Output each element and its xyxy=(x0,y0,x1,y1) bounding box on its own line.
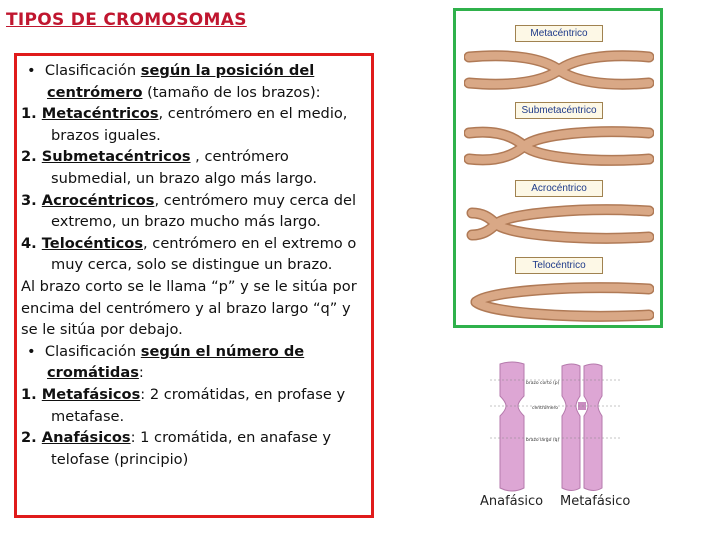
caption-metaphasic: Metafásico xyxy=(560,494,631,509)
label-metacentric: Metacéntrico xyxy=(515,25,603,42)
label-acrocentric: Acrocéntrico xyxy=(515,180,603,197)
item-acrocentric: 3. Acrocéntricos, centrómero muy cerca del extremo, un brazo mucho más largo. xyxy=(21,191,357,231)
label-telocentric: Telocéntrico xyxy=(515,257,603,274)
label-long-arm: brazo largo (q) xyxy=(526,438,560,443)
caption-anaphasic: Anafásico xyxy=(480,494,544,509)
item-submetacentric: 2. Submetacéntricos , centrómero submedial, un brazo algo más largo. xyxy=(21,148,318,187)
submetacentric-chromosome-image xyxy=(464,125,654,167)
page-title: TIPOS DE CROMOSOMAS xyxy=(6,10,247,30)
label-short-arm: brazo corto (p) xyxy=(526,381,560,386)
telocentric-chromosome-image xyxy=(464,281,654,323)
label-submetacentric: Submetacéntrico xyxy=(515,102,603,119)
item-metacentric: 1. Metacéntricos, centrómero en el medio, brazos iguales. xyxy=(21,105,348,144)
chromatid-diagram xyxy=(480,358,630,496)
chromosome-types-figure xyxy=(453,8,663,328)
item-telocentric: 4. Telocénticos, centrómero en el extremo o muy cerca, solo se distingue un brazo. xyxy=(21,234,357,274)
bullet-position: • Clasificación según la posición del centrómero (tamaño de los brazos): xyxy=(27,62,321,101)
acrocentric-chromosome-image xyxy=(464,203,654,245)
bullet-chromatids: • Clasificación según el número de cromátidas: xyxy=(27,342,305,382)
label-centromere: centrómero xyxy=(532,406,559,411)
text-panel xyxy=(14,53,374,518)
item-anaphasic: 2. Anafásicos: 1 cromátida, en anafase y telofase (principio) xyxy=(21,429,332,468)
metacentric-chromosome-image xyxy=(464,49,654,91)
item-metaphasic: 1. Metafásicos: 2 cromátidas, en profase y metafase. xyxy=(21,385,346,425)
arm-paragraph: Al brazo corto se le llama “p” y se le sitúa por encima del centrómero y al brazo largo “q” y se le sitúa por debajo. xyxy=(21,277,357,339)
